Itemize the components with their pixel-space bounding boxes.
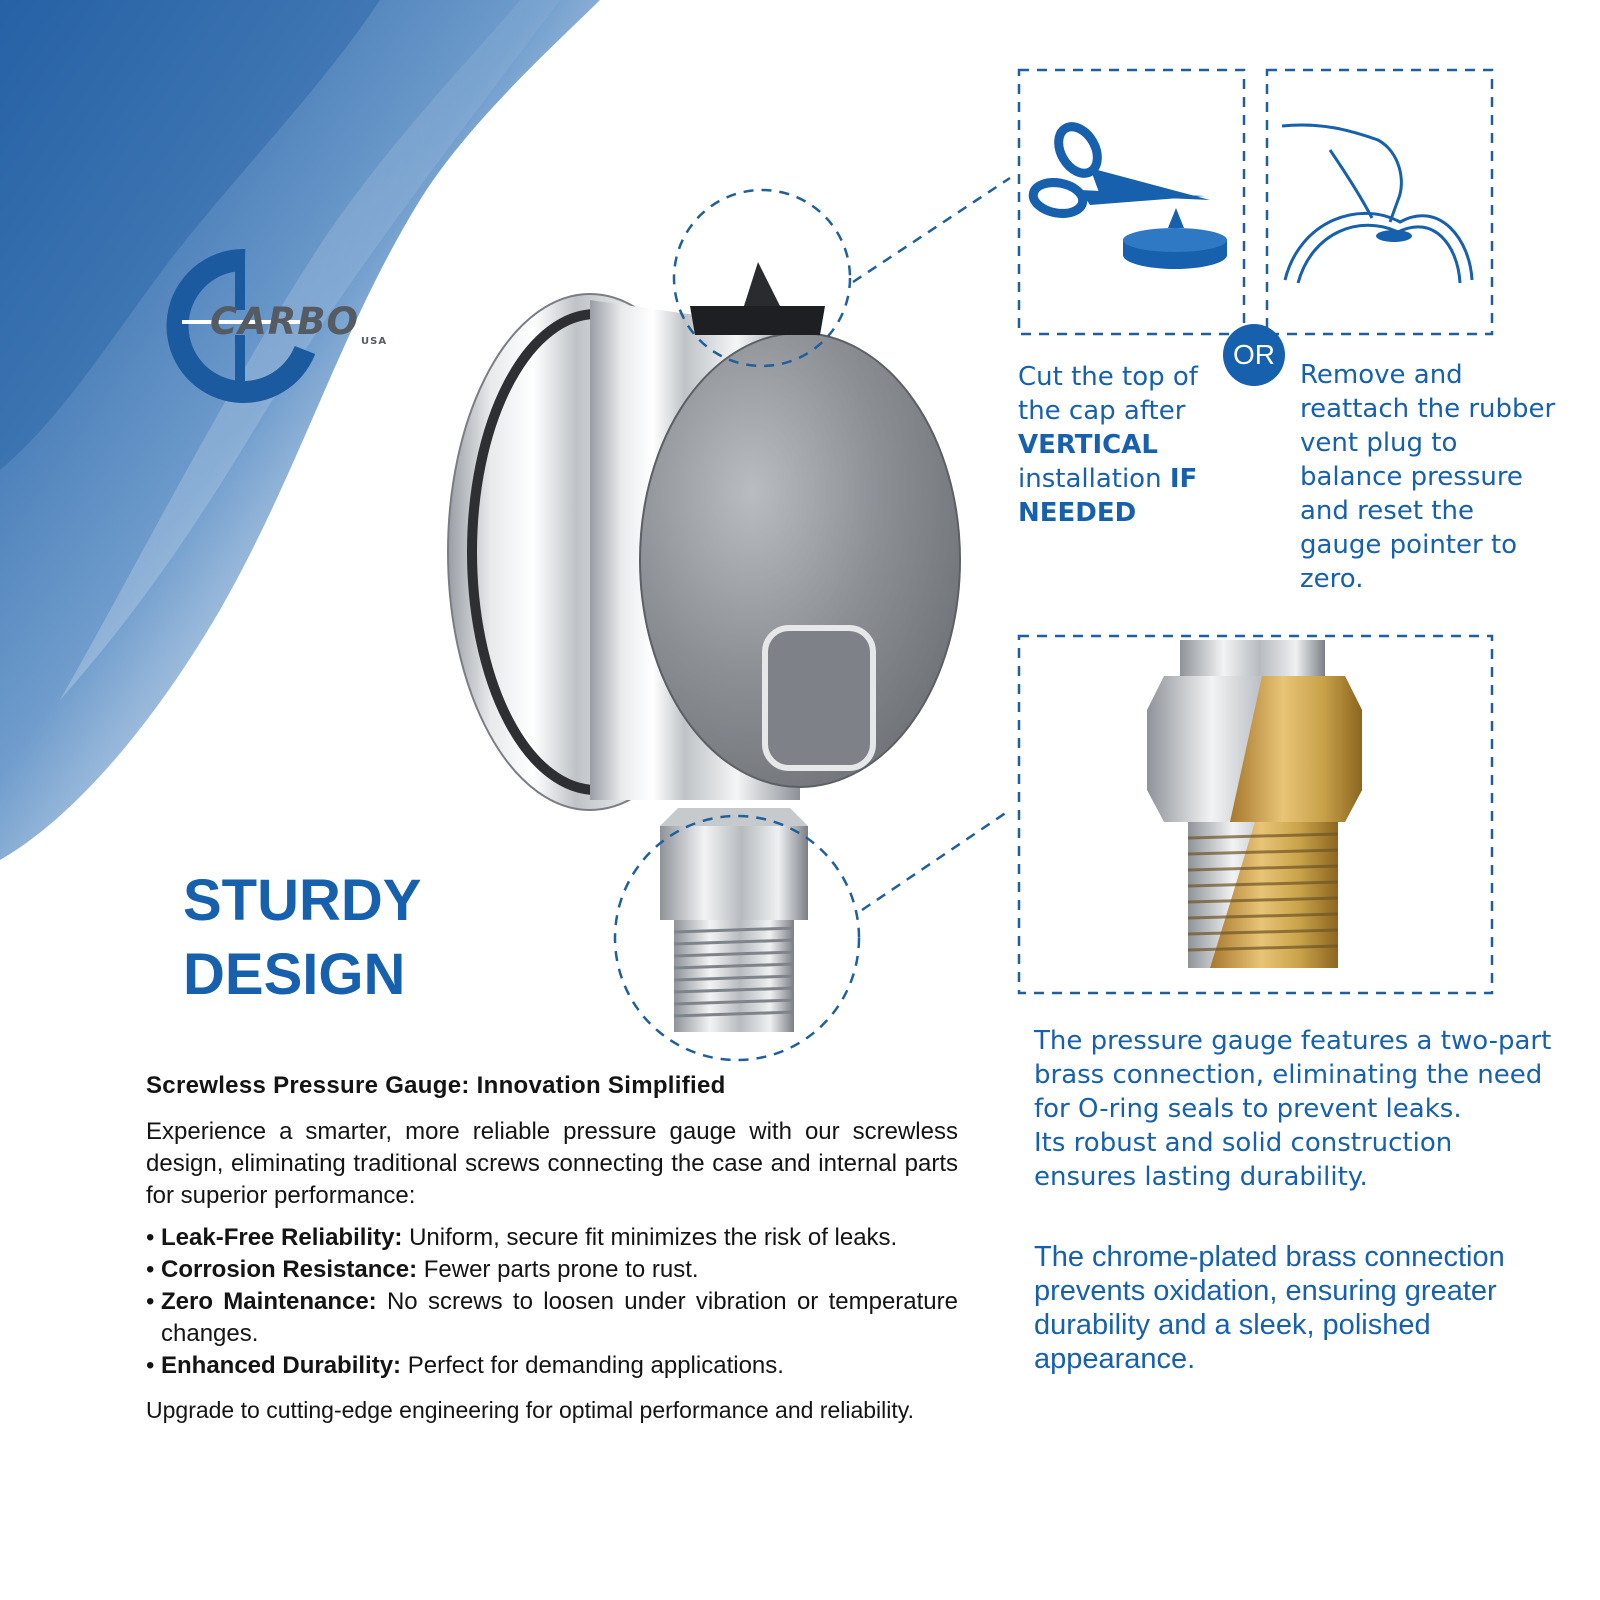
- headline: [183, 864, 421, 1012]
- headline-line1: STURDY: [183, 868, 422, 933]
- feature-text: Perfect for demanding applications.: [401, 1352, 784, 1379]
- feature-text: No screws to loosen under vibration or temperature changes.: [161, 1288, 958, 1347]
- cut-emphasis-needed: NEEDED: [1018, 498, 1137, 528]
- cut-line3: installation: [1018, 464, 1170, 494]
- feature-item: • Zero Maintenance: No screws to loosen under vibration or temperature changes.: [146, 1288, 958, 1347]
- pressure-gauge-icon: [448, 262, 960, 1032]
- description-title: Screwless Pressure Gauge: Innovation Simplified: [146, 1072, 726, 1099]
- brass-connection-text: [1034, 1024, 1554, 1194]
- feature-label: Enhanced Durability:: [161, 1352, 402, 1379]
- feature-text: Uniform, secure fit minimizes the risk of leaks.: [402, 1224, 898, 1251]
- cut-emphasis-vertical: VERTICAL: [1018, 430, 1158, 460]
- feature-label: Leak-Free Reliability:: [161, 1224, 403, 1251]
- or-badge: OR: [1223, 324, 1285, 386]
- cap-option-remove: Remove and reattach the rubber vent plug to balance pressure and reset the gauge pointer to zero.: [1300, 360, 1556, 594]
- description-block: [146, 1072, 958, 1426]
- feature-item: • Corrosion Resistance: Fewer parts prone to rust.: [146, 1256, 699, 1283]
- chrome-note: The chrome-plated brass connection prevents oxidation, ensuring greater durability and a sleek, polished appearance.: [1034, 1241, 1505, 1375]
- cut-line2: the cap after: [1018, 396, 1186, 426]
- cut-line1: Cut the top of: [1018, 362, 1198, 392]
- feature-item: • Leak-Free Reliability: Uniform, secure fit minimizes the risk of leaks.: [146, 1224, 898, 1251]
- brass-line1: The pressure gauge features a two-part brass connection, eliminating the need for O-ring seals to prevent leaks.: [1034, 1026, 1552, 1124]
- feature-item: • Enhanced Durability: Perfect for demanding applications.: [146, 1352, 784, 1379]
- cut-emphasis-if: IF: [1169, 464, 1198, 494]
- feature-text: Fewer parts prone to rust.: [417, 1256, 699, 1283]
- scissors-icon: [1031, 120, 1210, 217]
- brand-logo-text: CARBO: [210, 300, 359, 343]
- brass-fitting-icon: [1147, 640, 1362, 968]
- hand-icon: [1282, 125, 1472, 283]
- description-body: Experience a smarter, more reliable pressure gauge with our screwless design, eliminating traditional screws connecting the case and internal parts for superior performance:: [146, 1118, 958, 1209]
- feature-list: [146, 1222, 958, 1382]
- feature-label: Zero Maintenance:: [161, 1288, 377, 1315]
- brass-line2: Its robust and solid construction ensures lasting durability.: [1034, 1128, 1453, 1192]
- feature-label: Corrosion Resistance:: [161, 1256, 418, 1283]
- headline-line2: DESIGN: [183, 942, 406, 1007]
- brand-logo-subtext: USA: [361, 336, 388, 347]
- description-footer: Upgrade to cutting-edge engineering for optimal performance and reliability.: [146, 1397, 914, 1423]
- cap-option-cut: [1018, 360, 1233, 530]
- vent-cap-icon: [1123, 208, 1227, 269]
